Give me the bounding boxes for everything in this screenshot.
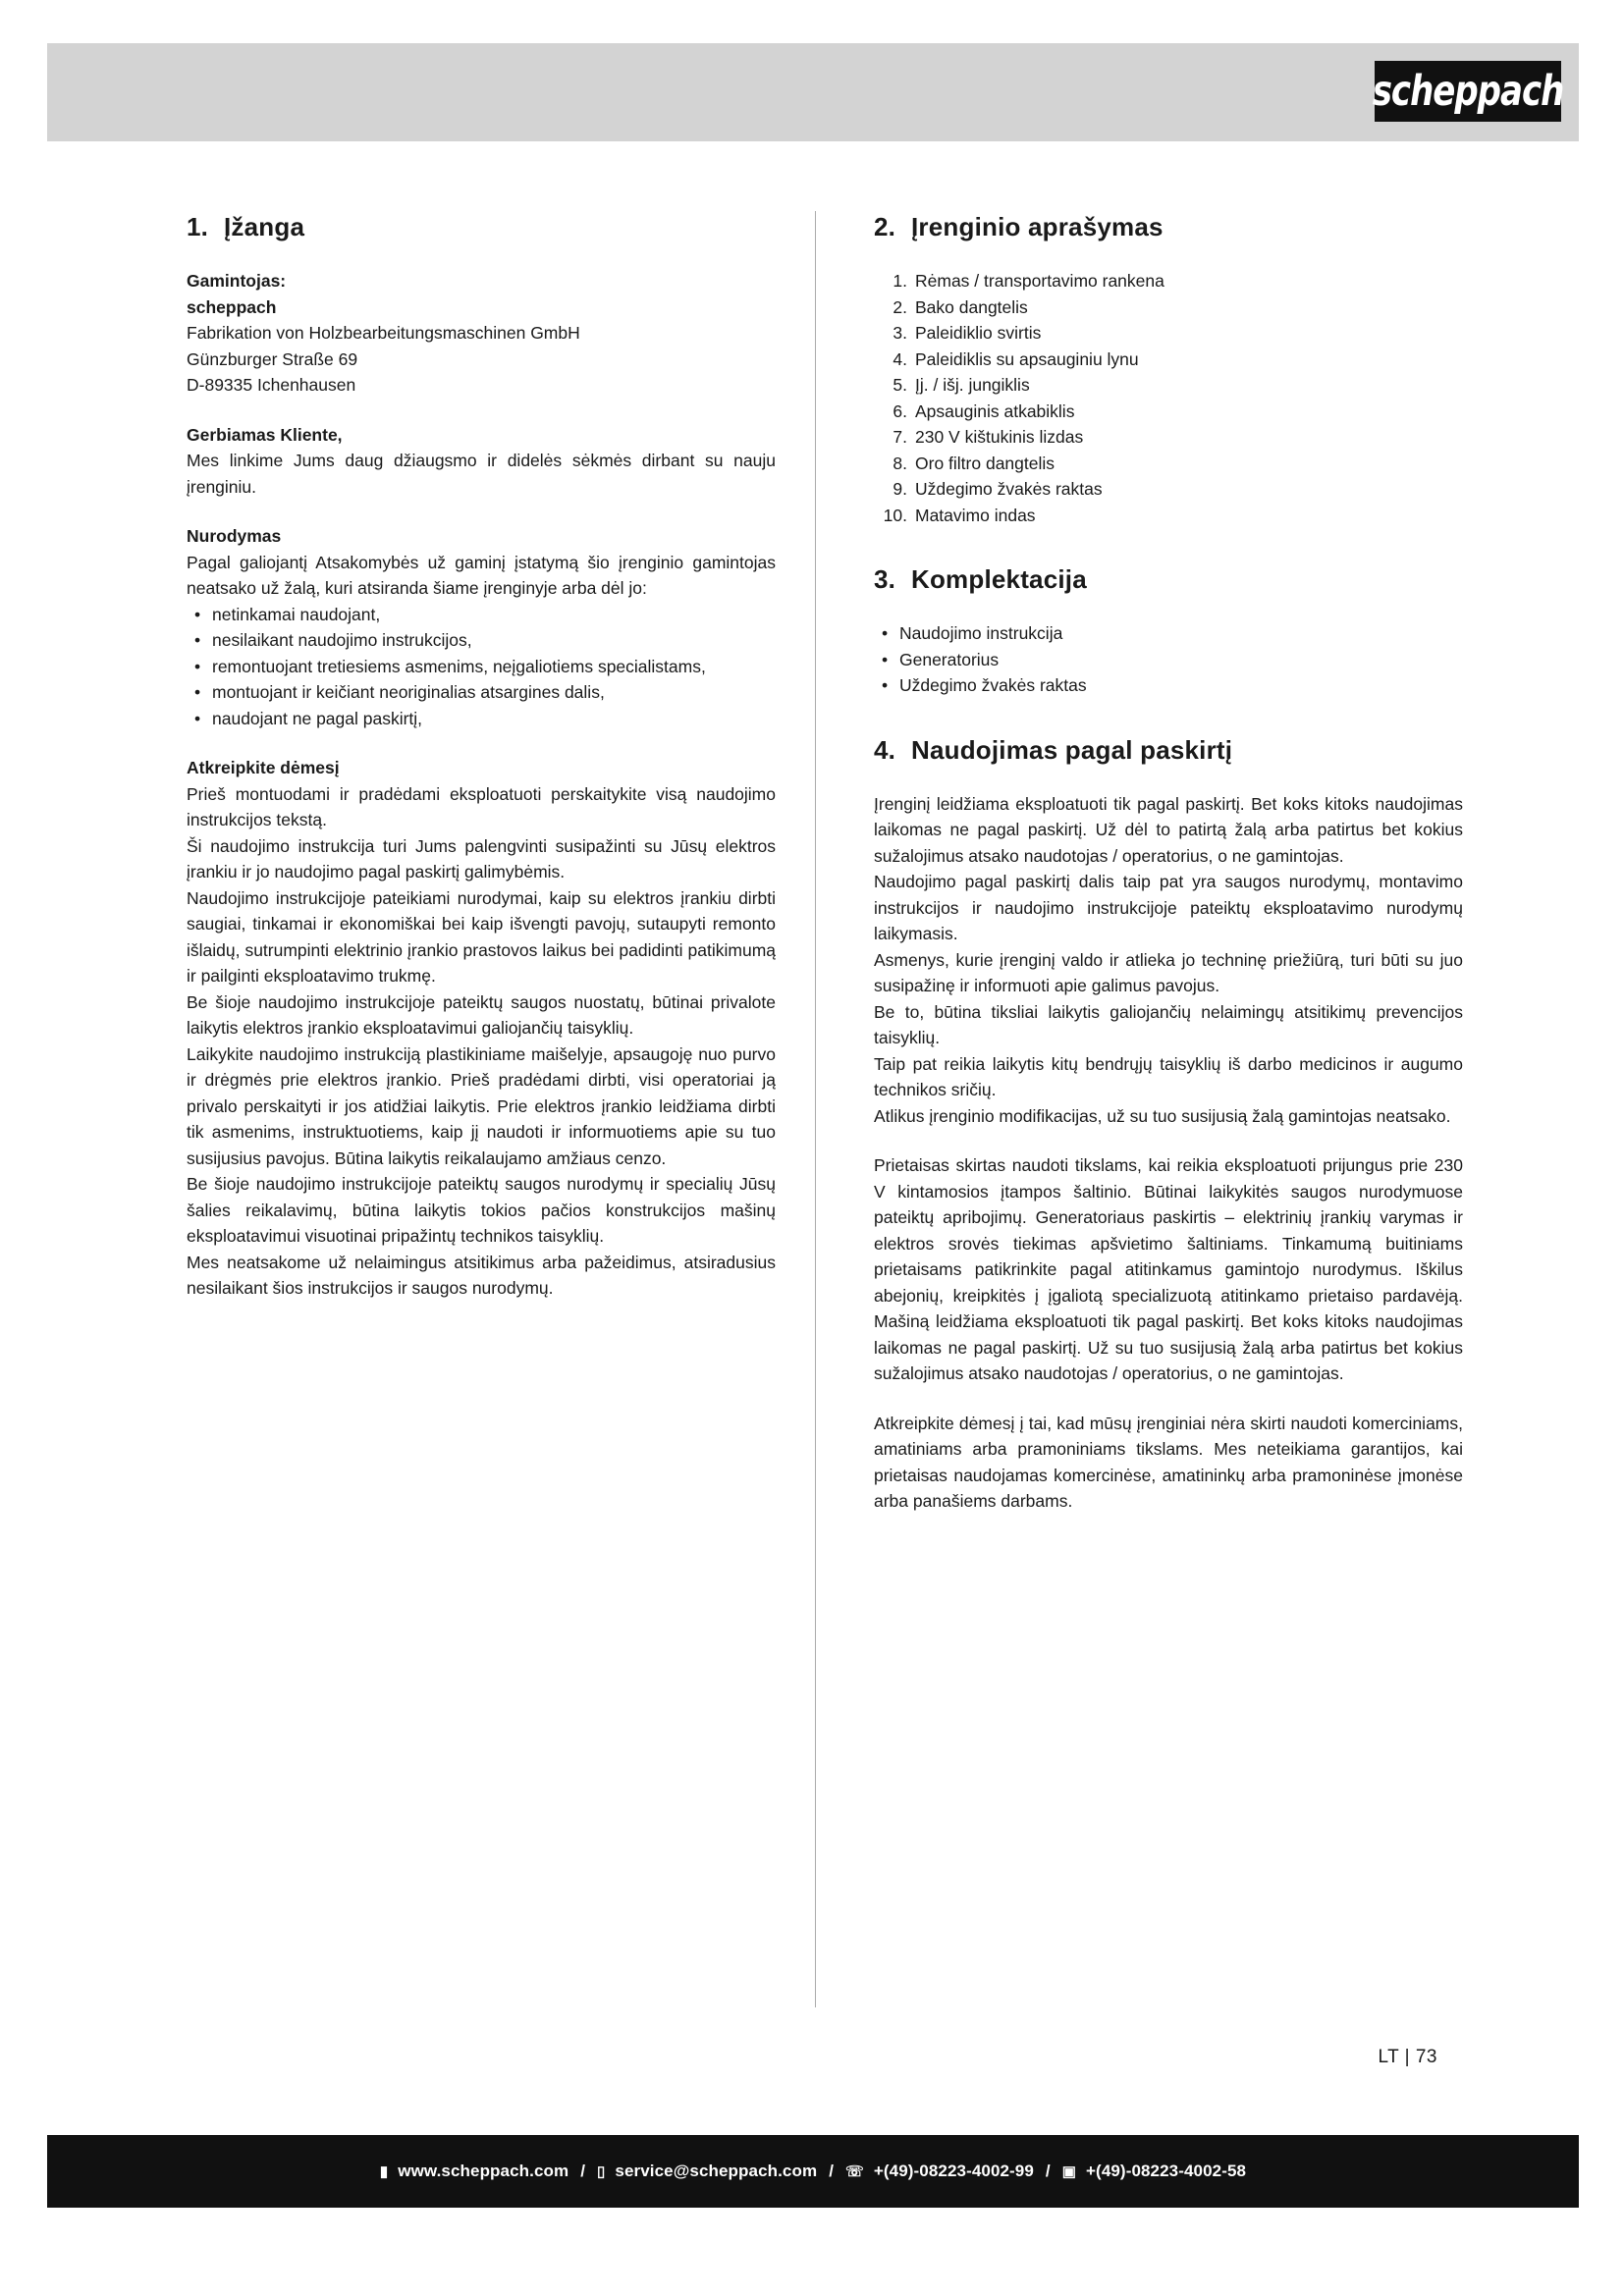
list-item bbox=[874, 424, 1463, 451]
list-item bbox=[874, 399, 1463, 425]
right-column bbox=[874, 211, 1463, 1515]
list-item bbox=[874, 372, 1463, 399]
footer-phone: +(49)-08223-4002-99 bbox=[873, 2162, 1034, 2180]
list-item: • remontuojant tretiesiems asmenims, neįgaliotiems specialistams, bbox=[187, 654, 776, 680]
section-1-heading bbox=[187, 211, 776, 242]
manufacturer-label: Gamintojas: bbox=[187, 271, 287, 291]
list-item: • naudojant ne pagal paskirtį, bbox=[187, 706, 776, 732]
monitor-icon: ▮ bbox=[379, 2163, 389, 2180]
paragraph: Laikykite naudojimo instrukciją plastikiniame maišelyje, apsaugoję nuo purvo ir drėgmės prie elektros įrankio. Prieš pradėdami dirbti, visi operatoriai ją privalo perskaityti ir jos atidžiai laikytis. Prie elektros įrankio leidžiama dirbti tik asmenims, instruktuotiems, kaip jį naudoti ir informuotiems apie su tuo susijusius pavojus. Būtina laikytis reikalaujamo amžiaus cenzo. bbox=[187, 1043, 776, 1168]
section-3-title: Komplektacija bbox=[911, 564, 1087, 594]
address-line-2: Günzburger Straße 69 bbox=[187, 348, 358, 369]
paragraph: Atlikus įrenginio modifikacijas, už su tuo susijusią žalą gamintojas neatsako. bbox=[874, 1105, 1451, 1126]
note-text: Pagal galiojantį Atsakomybės už gaminį įstatymą šio įrenginio gamintojas neatsako už žalą, kuri atsiranda šiame įrenginyje arba dėl jo: bbox=[187, 552, 776, 598]
section-2-title: Įrenginio aprašymas bbox=[911, 212, 1164, 241]
address-line-1: Fabrikation von Holzbearbeitungsmaschinen GmbH bbox=[187, 323, 580, 343]
item-text: Rėmas / transportavimo rankena bbox=[915, 271, 1164, 291]
paragraph: Asmenys, kurie įrenginį valdo ir atlieka jo techninę priežiūrą, turi būti su juo susipažinę ir informuoti apie galimus pavojus. bbox=[874, 949, 1463, 995]
item-number: 10. bbox=[883, 505, 907, 525]
paragraph: Naudojimo instrukcijoje pateikiami nurodymai, kaip su elektros įrankiu dirbti saugiai, tinkamai ir ekonomiškai bei kaip išvengti pavojų, sutaupyti remonto išlaidų, sutrumpinti elektrinio įrankio prastovos laikus bei padidinti patikimumą ir pailginti eksploatavimo trukmę. bbox=[187, 887, 776, 986]
attention-label: Atkreipkite dėmesį bbox=[187, 758, 340, 777]
section-4-heading bbox=[874, 734, 1463, 766]
paragraph: Ši naudojimo instrukcija turi Jums palengvinti susipažinti su Jūsų elektros įrankiu ir jo naudojimo pagal paskirtį galimybėmis. bbox=[187, 835, 776, 881]
brand-logo-text: scheppach bbox=[1372, 67, 1564, 116]
dear-client-label: Gerbiamas Kliente, bbox=[187, 424, 343, 445]
item-number: 5. bbox=[893, 375, 907, 395]
note-bullet-list bbox=[187, 602, 776, 732]
section-4-number: 4. bbox=[874, 734, 896, 765]
list-item: • Naudojimo instrukcija bbox=[874, 620, 1463, 647]
page-footer-band bbox=[47, 2135, 1579, 2208]
footer-fax: +(49)-08223-4002-58 bbox=[1086, 2162, 1247, 2180]
item-number: 2. bbox=[893, 296, 907, 317]
scope-of-delivery-list bbox=[874, 620, 1463, 699]
list-item: • nesilaikant naudojimo instrukcijos, bbox=[187, 627, 776, 654]
footer-separator: / bbox=[1045, 2162, 1051, 2180]
device-description-list bbox=[874, 268, 1463, 528]
list-item bbox=[874, 503, 1463, 529]
footer-email[interactable]: service@scheppach.com bbox=[615, 2162, 818, 2180]
item-text: Bako dangtelis bbox=[915, 296, 1028, 317]
list-item: • Generatorius bbox=[874, 647, 1463, 673]
list-item bbox=[874, 320, 1463, 347]
list-item bbox=[874, 268, 1463, 294]
section-3-heading bbox=[874, 563, 1463, 595]
paragraph: Prietaisas skirtas naudoti tikslams, kai reikia eksploatuoti prijungus prie 230 V kintamosios įtampos šaltinio. Būtinai laikykitės saugos nurodymuose pateiktų apribojimų. Generatoriaus paskirtis – elektrinių įrankių varymas ir elektros srovės tiekimas apšvietimo šaltiniams. Tinkamumą buitiniams prietaisams patikrinkite pagal atitinkamus gamintojo nurodymus. Iškilus abejonių, kreipkitės į įgaliotą specializuotą atitinkamo prietaiso pardavėją. Mašiną leidžiama eksploatuoti tik pagal paskirtį. Bet koks kitoks naudojimas laikomas ne pagal paskirtį. Už su tuo susijusią žalą arba patirtus bet kokius sužalojimus atsako naudotojas / operatorius, o ne gamintojas. bbox=[874, 1155, 1463, 1383]
fax-icon: ▣ bbox=[1061, 2163, 1077, 2180]
footer-website[interactable]: www.scheppach.com bbox=[398, 2162, 569, 2180]
paragraph: Mes neatsakome už nelaimingus atsitikimus arba pažeidimus, atsiradusius nesilaikant šios instrukcijos ir saugos nurodymų. bbox=[187, 1252, 776, 1298]
footer-separator: / bbox=[580, 2162, 586, 2180]
list-item bbox=[874, 294, 1463, 321]
paragraph: Be šioje naudojimo instrukcijoje pateiktų saugos nurodymų ir specialių Jūsų šalies reikalavimų, būtina laikytis tokios pačios konstrukcijos mašinų eksploatavimui visuotinai pripažintų technikos taisyklių. bbox=[187, 1174, 776, 1246]
section-2-number: 2. bbox=[874, 212, 896, 241]
list-item bbox=[874, 476, 1463, 503]
left-column bbox=[187, 211, 776, 1302]
item-text: Įj. / išj. jungiklis bbox=[915, 375, 1030, 395]
item-text: Paleidiklis su apsauginiu lynu bbox=[915, 348, 1139, 369]
paragraph: Taip pat reikia laikytis kitų bendrųjų taisyklių iš darbo medicinos ir augumo technikos sričių. bbox=[874, 1053, 1463, 1099]
list-item: • netinkamai naudojant, bbox=[187, 602, 776, 628]
item-text: Apsauginis atkabiklis bbox=[915, 400, 1075, 421]
item-number: 8. bbox=[893, 453, 907, 473]
item-text: 230 V kištukinis lizdas bbox=[915, 427, 1084, 447]
column-divider bbox=[815, 211, 816, 2007]
dear-client-text: Mes linkime Jums daug džiaugsmo ir didelės sėkmės dirbant su nauju įrenginiu. bbox=[187, 451, 776, 497]
section-3-number: 3. bbox=[874, 564, 896, 594]
list-item: • montuojant ir keičiant neoriginalias atsargines dalis, bbox=[187, 679, 776, 706]
item-number: 1. bbox=[893, 271, 907, 291]
paragraph: Be šioje naudojimo instrukcijoje pateiktų saugos nuostatų, būtinai privalote laikytis elektros įrankio eksploatavimui galiojančių taisyklių. bbox=[187, 991, 776, 1038]
item-number: 9. bbox=[893, 479, 907, 499]
note-label: Nurodymas bbox=[187, 526, 282, 546]
paragraph: Įrenginį leidžiama eksploatuoti tik pagal paskirtį. Bet koks kitoks naudojimas laikomas ne pagal paskirtį. Už dėl to patirtą žalą arba patirtus bet kokius sužalojimus atsako naudotojas / operatorius, o ne gamintojas. bbox=[874, 793, 1463, 866]
item-number: 3. bbox=[893, 323, 907, 343]
paragraph: Be to, būtina tiksliai laikytis galiojančių nelaimingų atsitikimų prevencijos taisyklių. bbox=[874, 1001, 1463, 1047]
paragraph: Prieš montuodami ir pradėdami eksploatuoti perskaitykite visą naudojimo instrukcijos tekstą. bbox=[187, 783, 776, 829]
footer-contact-bar bbox=[380, 2162, 1246, 2181]
scheppach-logo bbox=[1372, 61, 1564, 122]
item-text: Matavimo indas bbox=[915, 505, 1036, 525]
section-4-title: Naudojimas pagal paskirtį bbox=[911, 734, 1233, 765]
footer-separator: / bbox=[829, 2162, 835, 2180]
list-item bbox=[874, 347, 1463, 373]
address-line-3: D-89335 Ichenhausen bbox=[187, 375, 356, 395]
paragraph: Naudojimo pagal paskirtį dalis taip pat yra saugos nurodymų, montavimo instrukcijos ir naudojimo instrukcijoje pateiktų eksploatavimo nurodymų laikymasis. bbox=[874, 872, 1463, 943]
page-header-band bbox=[47, 43, 1579, 141]
phone-icon: ☏ bbox=[845, 2163, 864, 2180]
item-number: 6. bbox=[893, 400, 907, 421]
paragraph: Atkreipkite dėmesį į tai, kad mūsų įrenginiai nėra skirti naudoti komerciniams, amatiniams arba pramoniniams tikslams. Mes neteikiama garantijos, kai prietaisas naudojamas komercinėse, amatininkų arba pramoninėse įmonėse arba panašiems darbams. bbox=[874, 1413, 1463, 1511]
section-1-number: 1. bbox=[187, 212, 209, 241]
envelope-icon: ▯ bbox=[597, 2163, 606, 2180]
list-item bbox=[874, 451, 1463, 477]
list-item: • Uždegimo žvakės raktas bbox=[874, 672, 1463, 699]
item-number: 7. bbox=[893, 427, 907, 447]
item-text: Oro filtro dangtelis bbox=[915, 453, 1056, 473]
item-number: 4. bbox=[893, 348, 907, 369]
item-text: Paleidiklio svirtis bbox=[915, 323, 1042, 343]
section-2-heading bbox=[874, 211, 1463, 242]
item-text: Uždegimo žvakės raktas bbox=[915, 479, 1103, 499]
section-1-title: Įžanga bbox=[224, 212, 305, 241]
company-name: scheppach bbox=[187, 296, 277, 317]
page-number: LT | 73 bbox=[1378, 2047, 1437, 2067]
